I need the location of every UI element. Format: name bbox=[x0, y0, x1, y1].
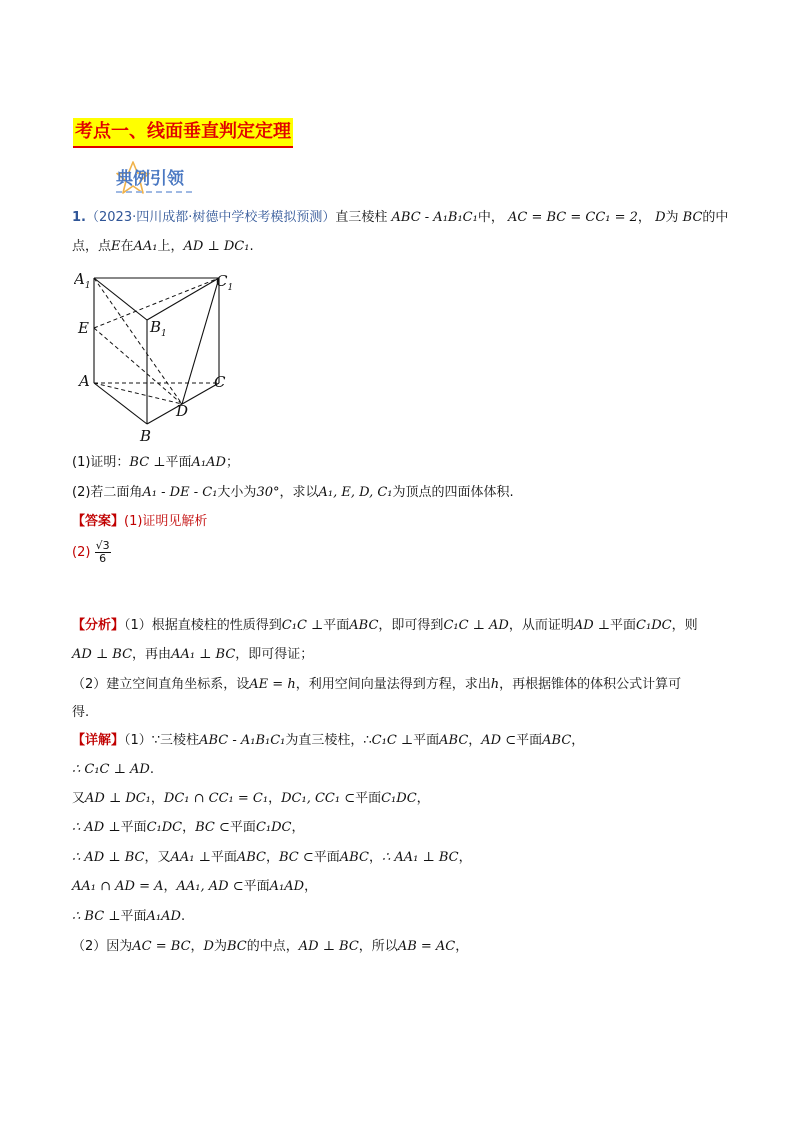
math-points: A₁, E, D, C₁ bbox=[318, 485, 393, 500]
detail-line-1 bbox=[72, 731, 584, 751]
math-expr: ABC bbox=[439, 733, 469, 748]
analysis-text: 平面 bbox=[323, 618, 350, 633]
label-d: D bbox=[176, 402, 189, 420]
detail-text: . bbox=[180, 909, 186, 924]
math-segment: AA₁ bbox=[133, 239, 158, 254]
detail-text: ， bbox=[163, 879, 177, 894]
detail-text: 的中点， bbox=[246, 939, 299, 954]
detail-line-4 bbox=[72, 818, 304, 838]
analysis-line-2 bbox=[72, 645, 313, 665]
question-text: 为顶点的四面体体积. bbox=[392, 485, 514, 500]
math-expr: ABC - A₁B₁C₁ bbox=[199, 733, 286, 748]
math-expr: AB = AC bbox=[397, 939, 456, 954]
math-expr: AD ⊥ BC bbox=[72, 647, 133, 662]
math-expr: BC ⊥ bbox=[129, 455, 166, 470]
math-expr: A₁AD bbox=[269, 879, 305, 894]
question-text: 平面 bbox=[165, 455, 192, 470]
answer-line-2 bbox=[72, 540, 111, 565]
detail-text: 平面 bbox=[210, 850, 237, 865]
label-e: E bbox=[78, 319, 89, 337]
prism-figure bbox=[74, 268, 244, 446]
math-expr: AC = BC bbox=[132, 939, 191, 954]
math-segment: BC bbox=[682, 210, 703, 225]
math-point: D bbox=[655, 210, 666, 225]
detail-text: ， bbox=[368, 850, 382, 865]
math-prism: ABC - A₁B₁C₁ bbox=[391, 210, 478, 225]
detail-line-6 bbox=[72, 877, 317, 897]
math-expr: AD ⊥ DC₁ bbox=[85, 791, 151, 806]
math-expr: BC ⊂ bbox=[279, 850, 314, 865]
analysis-text: 平面 bbox=[610, 618, 637, 633]
detail-text: ， bbox=[468, 733, 482, 748]
detail-line-2 bbox=[72, 760, 154, 780]
detail-text: 平面 bbox=[413, 733, 440, 748]
math-expr: C₁DC bbox=[636, 618, 672, 633]
problem-text: 直三棱柱 bbox=[335, 210, 388, 225]
label-b: B bbox=[140, 427, 152, 445]
math-expr: AA₁ ∩ AD = A bbox=[72, 879, 164, 894]
math-expr: AE = h bbox=[249, 677, 296, 692]
analysis-text: ，则 bbox=[671, 618, 698, 633]
detail-text: 平面 bbox=[243, 879, 270, 894]
detail-text: 平面 bbox=[313, 850, 340, 865]
math-expr: ∴ AD ⊥ bbox=[72, 820, 121, 835]
section-heading: 考点一、线面垂直判定定理 bbox=[73, 118, 293, 148]
detail-text: （1）∵三棱柱 bbox=[124, 733, 200, 748]
detail-text: ， bbox=[291, 820, 305, 835]
detail-text: ， bbox=[571, 733, 585, 748]
problem-text: . bbox=[249, 239, 254, 254]
problem-line-2 bbox=[72, 237, 254, 257]
badge-underline bbox=[116, 191, 192, 193]
math-expr: C₁DC bbox=[381, 791, 417, 806]
detail-text: 为 bbox=[213, 939, 227, 954]
analysis-line-4 bbox=[72, 703, 89, 723]
problem-text: ， bbox=[637, 210, 651, 225]
question-2 bbox=[72, 483, 514, 503]
math-equation: AC = BC = CC₁ = 2 bbox=[507, 210, 638, 225]
math-expr: AD ⊂ bbox=[481, 733, 517, 748]
math-expr: AA₁ ⊥ BC bbox=[171, 647, 236, 662]
question-text: ，求以 bbox=[279, 485, 319, 500]
question-text: ； bbox=[225, 455, 239, 470]
detail-line-3 bbox=[72, 789, 430, 809]
math-expr: h bbox=[490, 677, 500, 692]
math-expr: ∴ C₁C ⊥ AD bbox=[72, 762, 150, 777]
detail-text: ， bbox=[268, 791, 282, 806]
math-expr: D bbox=[203, 939, 214, 954]
math-expr: AA₁ ⊥ bbox=[170, 850, 211, 865]
problem-text: 在 bbox=[120, 239, 134, 254]
question-text: (2)若二面角 bbox=[72, 485, 143, 500]
math-expr: C₁C ⊥ bbox=[371, 733, 414, 748]
label-b1: $B_1$ bbox=[150, 318, 167, 339]
detail-text: 平面 bbox=[120, 820, 147, 835]
analysis-text: ，从而证明 bbox=[508, 618, 574, 633]
detail-text: ， bbox=[458, 850, 472, 865]
detail-text: ， bbox=[150, 791, 164, 806]
analysis-label: 【分析】 bbox=[72, 618, 125, 633]
answer-text: (2) bbox=[72, 545, 91, 560]
math-expr: C₁C ⊥ bbox=[281, 618, 324, 633]
edge-ab bbox=[94, 383, 147, 424]
analysis-text: （1）根据直棱柱的性质得到 bbox=[124, 618, 282, 633]
detail-text: ， bbox=[304, 879, 318, 894]
detail-text: ，又 bbox=[144, 850, 171, 865]
detail-text: 又 bbox=[72, 791, 86, 806]
detail-text: . bbox=[149, 762, 154, 777]
math-expr: DC₁ ∩ CC₁ = C₁ bbox=[163, 791, 269, 806]
math-expr: BC bbox=[226, 939, 247, 954]
detail-text: ，所以 bbox=[358, 939, 398, 954]
answer-fraction bbox=[95, 540, 111, 565]
label-c: C bbox=[214, 373, 226, 391]
detail-text: ， bbox=[182, 820, 196, 835]
problem-source: （2023·四川成都·树德中学校考模拟预测） bbox=[86, 210, 336, 225]
analysis-text: ，即可得证； bbox=[235, 647, 314, 662]
detail-text: ， bbox=[416, 791, 430, 806]
analysis-text: ，再由 bbox=[132, 647, 172, 662]
detail-text: 平面 bbox=[516, 733, 543, 748]
math-expr: C₁C ⊥ AD bbox=[443, 618, 509, 633]
detail-line-7 bbox=[72, 907, 185, 927]
math-expr: A₁AD bbox=[146, 909, 181, 924]
analysis-line-3 bbox=[72, 675, 681, 695]
math-expr: ∴ AD ⊥ BC bbox=[72, 850, 145, 865]
edge-a1b1 bbox=[94, 278, 147, 320]
analysis-text: ，再根据锥体的体积公式计算可 bbox=[499, 677, 682, 692]
label-a1: $A_1$ bbox=[74, 270, 91, 291]
hidden-edge-a1d bbox=[94, 278, 182, 404]
problem-line-1: 1.（2023·四川成都·树德中学校考模拟预测）直三棱柱 ABC - A₁B₁C₁中， AC = BC = CC₁ = 2， D为 BC的中 bbox=[72, 210, 729, 225]
math-expr: ∴ AA₁ ⊥ BC bbox=[381, 850, 459, 865]
analysis-text: ，即可得到 bbox=[378, 618, 444, 633]
problem-text: 上， bbox=[157, 239, 184, 254]
math-expr: ABC bbox=[349, 618, 379, 633]
math-expr: ∴ BC ⊥ bbox=[72, 909, 121, 924]
question-text: (1)证明： bbox=[72, 455, 130, 470]
answer-label: 【答案】 bbox=[72, 514, 125, 529]
math-point: E bbox=[111, 239, 121, 254]
math-expr: ABC bbox=[542, 733, 572, 748]
label-c1: $C_1$ bbox=[216, 272, 234, 293]
detail-line-5 bbox=[72, 848, 472, 868]
detail-line-8 bbox=[72, 937, 468, 957]
analysis-text: （2）建立空间直角坐标系，设 bbox=[72, 677, 250, 692]
problem-text: 的中 bbox=[702, 210, 729, 225]
math-expr: A₁ - DE - C₁ bbox=[142, 485, 218, 500]
detail-text: 平面 bbox=[229, 820, 256, 835]
detail-text: ， bbox=[455, 939, 469, 954]
detail-text: （2）因为 bbox=[72, 939, 133, 954]
detail-text: 平面 bbox=[120, 909, 147, 924]
question-1 bbox=[72, 453, 239, 473]
math-expr: AD ⊥ bbox=[573, 618, 611, 633]
answer-line-1 bbox=[72, 512, 207, 532]
math-expr: BC ⊂ bbox=[195, 820, 230, 835]
detail-text: ， bbox=[265, 850, 279, 865]
math-plane: A₁AD bbox=[191, 455, 226, 470]
badge-label: 典例引领 bbox=[116, 169, 184, 189]
detail-text: 为直三棱柱，∴ bbox=[285, 733, 372, 748]
math-expr: ABC bbox=[236, 850, 266, 865]
analysis-line-1 bbox=[72, 616, 698, 636]
problem-number: 1 bbox=[72, 210, 82, 225]
math-expr: C₁DC bbox=[255, 820, 292, 835]
fraction-denominator: 6 bbox=[99, 552, 107, 565]
math-expr: DC₁, CC₁ ⊂ bbox=[281, 791, 356, 806]
answer-text: (1)证明见解析 bbox=[124, 514, 208, 529]
detail-text: ， bbox=[190, 939, 204, 954]
math-perp: AD ⊥ DC₁ bbox=[183, 239, 250, 254]
math-expr: AA₁, AD ⊂ bbox=[176, 879, 244, 894]
question-text: 大小为 bbox=[217, 485, 257, 500]
fraction-numerator: √3 bbox=[95, 539, 110, 552]
math-expr: ABC bbox=[339, 850, 369, 865]
analysis-text: ，利用空间向量法得到方程，求出 bbox=[295, 677, 491, 692]
problem-text: 为 bbox=[665, 210, 679, 225]
detail-text: 平面 bbox=[355, 791, 382, 806]
detail-label: 【详解】 bbox=[72, 733, 125, 748]
problem-text: 点，点 bbox=[72, 239, 112, 254]
math-expr: C₁DC bbox=[146, 820, 183, 835]
math-angle: 30° bbox=[256, 485, 280, 500]
label-a: A bbox=[79, 372, 90, 390]
problem-text: 中， bbox=[477, 210, 504, 225]
analysis-text: 得. bbox=[72, 705, 90, 720]
math-expr: AD ⊥ BC bbox=[298, 939, 359, 954]
